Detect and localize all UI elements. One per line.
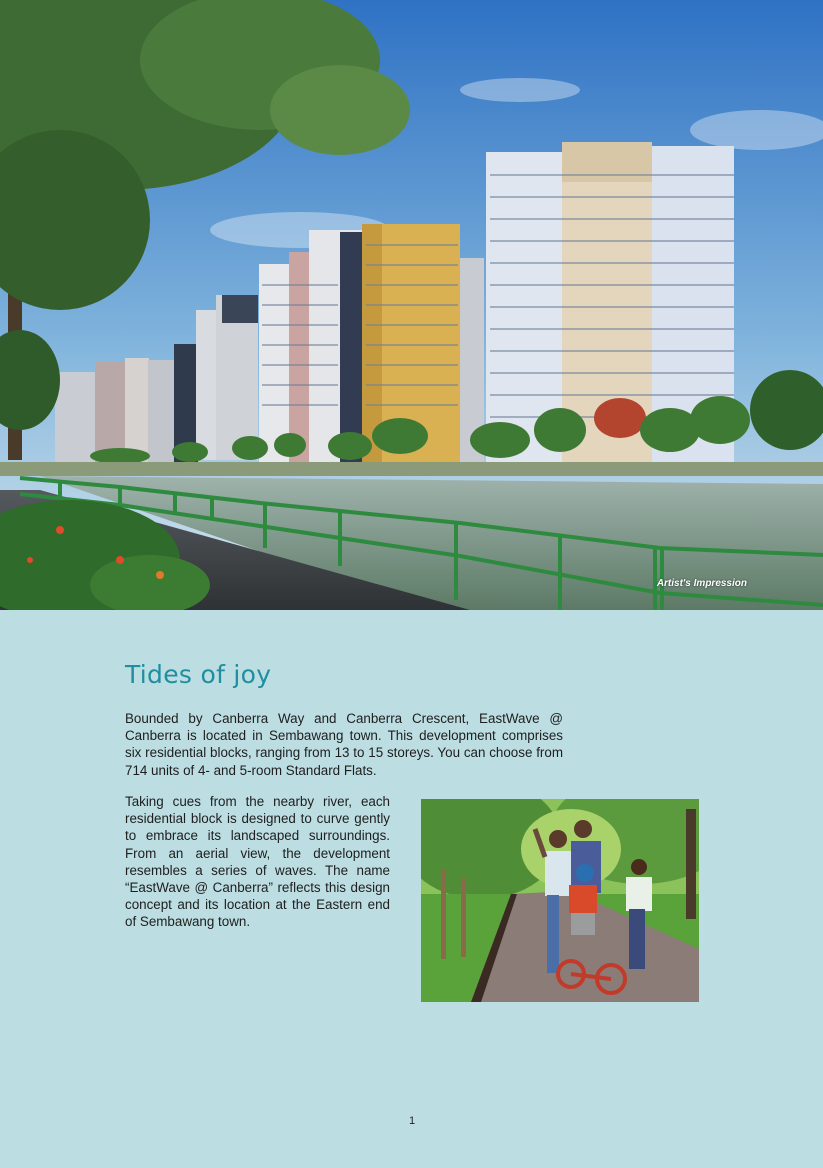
family-photo-illustration	[421, 799, 699, 1002]
river-bank	[0, 462, 823, 476]
page-number: 1	[408, 1115, 416, 1127]
page-title: Tides of joy	[125, 660, 272, 689]
mid-blocks	[259, 224, 484, 470]
family-photo	[421, 799, 699, 1002]
artist-impression-caption: Artist's Impression	[656, 578, 747, 589]
intro-paragraph: Bounded by Canberra Way and Canberra Crescent, EastWave @ Canberra is located in Sembawang town. This development comprises six residential blocks, ranging from 13 to 15 storeys. You can choose from 714 units of 4- and 5-room Standard Flats.	[125, 711, 563, 778]
design-paragraph: Taking cues from the nearby river, each residential block is designed to curve gently to embrace its landscaped surroundings. From an aerial view, the development resembles a series of waves. The name “EastWave @ Canberra” reflects this design concept and its location at the Eastern end of Sembawang town.	[125, 794, 390, 930]
